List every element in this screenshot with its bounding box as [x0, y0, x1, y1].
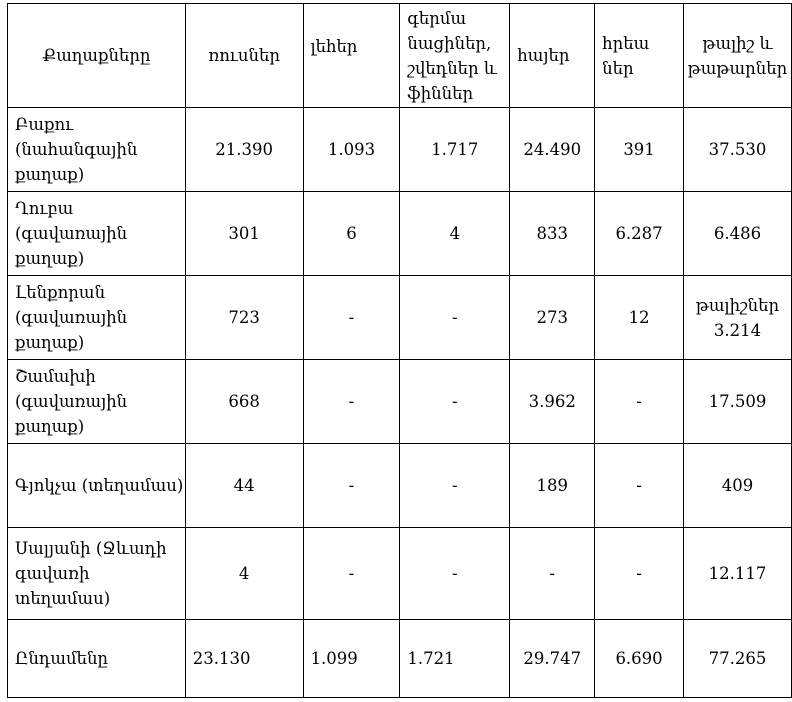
jews-cell: - [595, 444, 684, 528]
jews-cell: - [595, 360, 684, 444]
jews-cell: 6.287 [595, 192, 684, 276]
total-armenians: 29.747 [510, 620, 595, 698]
header-tatars: թալիշ և թաթարներ [683, 4, 791, 108]
armenians-cell: 24.490 [510, 108, 595, 192]
germans-cell: 1.717 [400, 108, 510, 192]
header-jews: հրեա ներ [595, 4, 684, 108]
germans-cell: 4 [400, 192, 510, 276]
table-row [8, 360, 792, 444]
city-cell: Լենքորան (գավառային քաղաք) [8, 276, 186, 360]
poles-cell: - [303, 444, 400, 528]
population-table [7, 3, 792, 698]
city-cell: Գյոկչա (տեղամաս) [8, 444, 186, 528]
armenians-cell: 189 [510, 444, 595, 528]
tatars-cell: 409 [683, 444, 791, 528]
russians-cell: 44 [185, 444, 303, 528]
poles-cell: 1.093 [303, 108, 400, 192]
total-germans: 1.721 [400, 620, 510, 698]
russians-cell: 723 [185, 276, 303, 360]
header-row [8, 4, 792, 108]
jews-cell: 391 [595, 108, 684, 192]
tatars-cell: 6.486 [683, 192, 791, 276]
poles-cell: - [303, 360, 400, 444]
jews-cell: 12 [595, 276, 684, 360]
russians-cell: 21.390 [185, 108, 303, 192]
table-row [8, 276, 792, 360]
total-label: Ընդամենը [8, 620, 186, 698]
poles-cell: 6 [303, 192, 400, 276]
germans-cell: - [400, 360, 510, 444]
poles-cell: - [303, 528, 400, 620]
germans-cell: - [400, 528, 510, 620]
header-russians: ռուսներ [185, 4, 303, 108]
germans-cell: - [400, 276, 510, 360]
russians-cell: 4 [185, 528, 303, 620]
city-cell: Ղուբա (գավառային քաղաք) [8, 192, 186, 276]
city-cell: Սալյանի (Ջևադի գավառի տեղամաս) [8, 528, 186, 620]
header-germans: գերմա նացիներ, շվեդներ և ֆիններ [400, 4, 510, 108]
table-row [8, 528, 792, 620]
poles-cell: - [303, 276, 400, 360]
russians-cell: 668 [185, 360, 303, 444]
table-row [8, 108, 792, 192]
table-row [8, 444, 792, 528]
total-russians: 23.130 [185, 620, 303, 698]
jews-cell: - [595, 528, 684, 620]
russians-cell: 301 [185, 192, 303, 276]
header-cities: Քաղաքները [8, 4, 186, 108]
total-poles: 1.099 [303, 620, 400, 698]
armenians-cell: 273 [510, 276, 595, 360]
table-row [8, 192, 792, 276]
header-armenians: հայեր [510, 4, 595, 108]
germans-cell: - [400, 444, 510, 528]
tatars-cell: 17.509 [683, 360, 791, 444]
armenians-cell: - [510, 528, 595, 620]
tatars-cell: 12.117 [683, 528, 791, 620]
tatars-cell: թալիշներ 3.214 [683, 276, 791, 360]
header-poles: լեհեր [303, 4, 400, 108]
city-cell: Բաքու (նահանգային քաղաք) [8, 108, 186, 192]
total-row [8, 620, 792, 698]
armenians-cell: 3.962 [510, 360, 595, 444]
armenians-cell: 833 [510, 192, 595, 276]
city-cell: Շամախի (գավառային քաղաք) [8, 360, 186, 444]
total-tatars: 77.265 [683, 620, 791, 698]
total-jews: 6.690 [595, 620, 684, 698]
tatars-cell: 37.530 [683, 108, 791, 192]
